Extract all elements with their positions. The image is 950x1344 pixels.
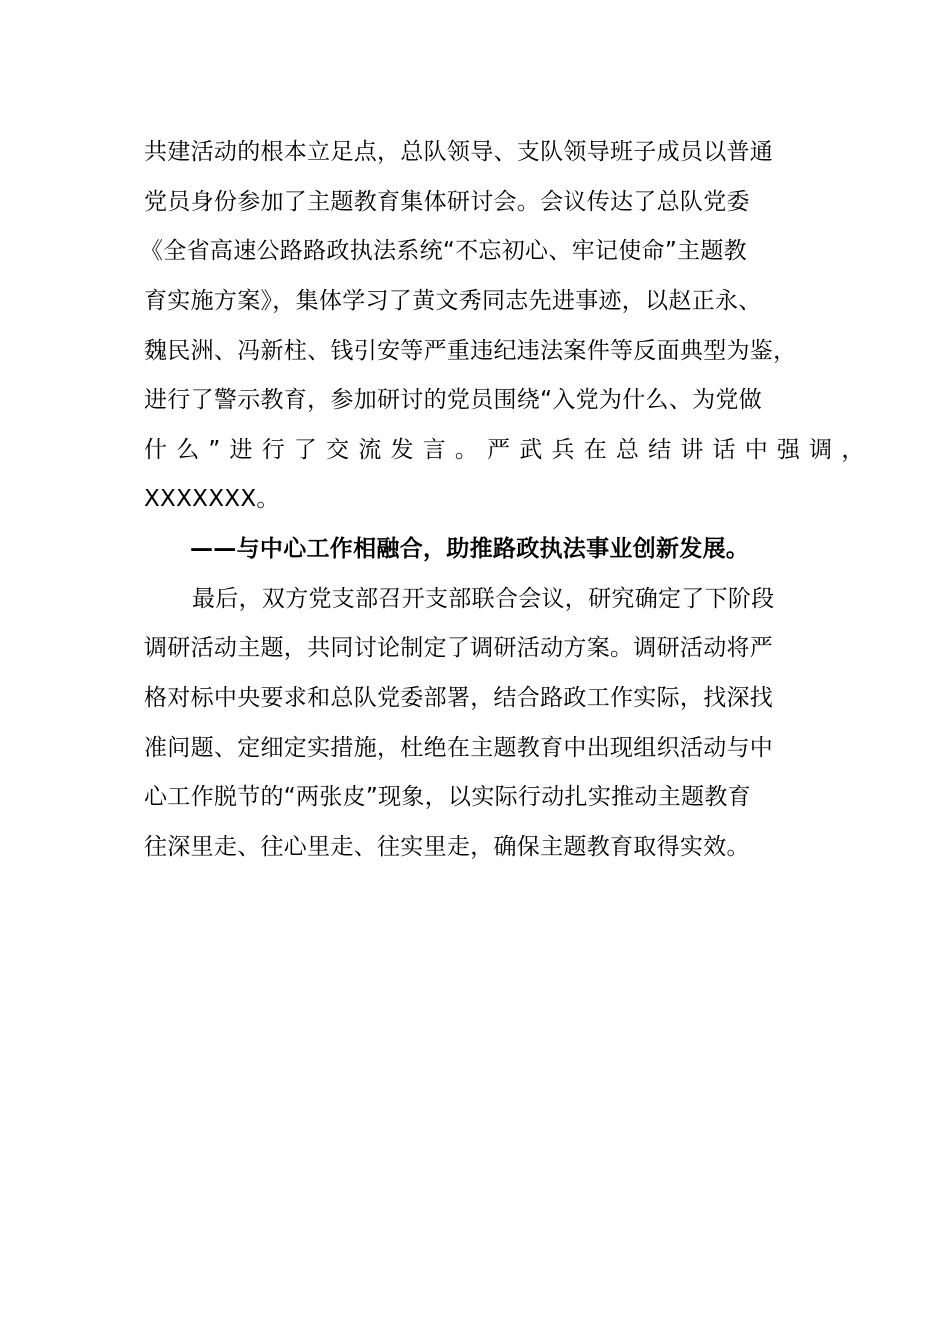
text-line: 《全省高速公路路政执法系统“不忘初心、牢记使命”主题教: [140, 238, 747, 264]
section-heading: ——与中心工作相融合，助推路政执法事业创新发展。: [190, 536, 750, 562]
text-line: XXXXXXX。: [144, 486, 280, 512]
text-line: 最后，双方党支部召开支部联合会议，研究确定了下阶段: [192, 586, 775, 612]
text-line: 党员身份参加了主题教育集体研讨会。会议传达了总队党委: [144, 189, 750, 215]
text-line: 往深里走、往心里走、往实里走，确保主题教育取得实效。: [144, 834, 750, 860]
text-line: 共建活动的根本立足点，总队领导、支队领导班子成员以普通: [144, 139, 774, 165]
text-line: 什么”进行了交流发言。严武兵在总结讲话中强调，: [144, 437, 874, 463]
text-line: 格对标中央要求和总队党委部署，结合路政工作实际，找深找: [144, 685, 774, 711]
text-line: 准问题、定细定实措施，杜绝在主题教育中出现组织活动与中: [144, 735, 774, 761]
text-line: 魏民洲、冯新柱、钱引安等严重违纪违法案件等反面典型为鉴，: [144, 338, 797, 364]
text-line: 进行了警示教育，参加研讨的党员围绕“入党为什么、为党做: [144, 387, 763, 413]
text-line: 心工作脱节的“两张皮”现象，以实际行动扎实推动主题教育: [144, 784, 751, 810]
text-line: 调研活动主题，共同讨论制定了调研活动方案。调研活动将严: [144, 635, 774, 661]
text-line: 育实施方案》，集体学习了黄文秀同志先进事迹，以赵正永、: [144, 288, 762, 314]
